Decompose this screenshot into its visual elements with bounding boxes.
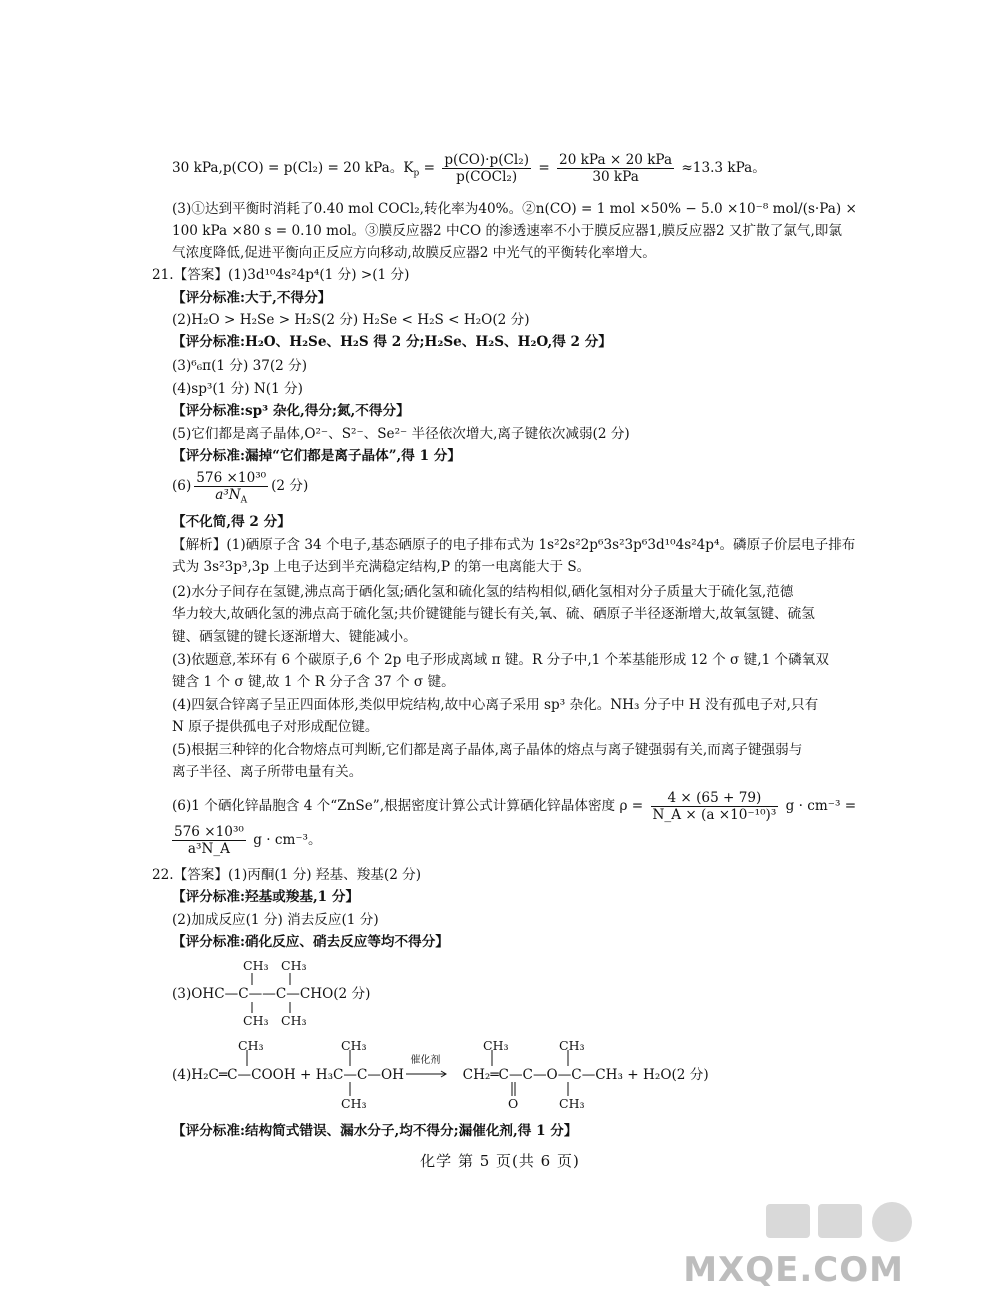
numerator: p(CO)·p(Cl₂) [444,152,529,168]
methyl-label: CH₃ [281,958,307,973]
carbonyl-oxygen: O [508,1096,519,1111]
text-line: (5)它们都是离子晶体,O²⁻、S²⁻、Se²⁻ 半径依次增大,离子键依次减弱(2 分) [172,426,630,442]
text-line: (2)加成反应(1 分) 消去反应(1 分) [172,912,379,928]
question-21-answer: 21.【答案】(1)3d¹⁰4s²4p⁴(1 分) >(1 分) [152,267,410,283]
numerator: 4 × (65 + 79) [651,790,779,807]
scoring-criteria: 【评分标准:漏掉“它们都是离子晶体”,得 1 分】 [172,448,461,464]
scoring-criteria: 【评分标准:H₂O、H₂Se、H₂S 得 2 分;H₂Se、H₂S、H₂O,得 2 分】 [172,334,612,350]
text-segment: (6) [172,478,192,494]
explanation-line: N 原子提供孤电子对形成配位键。 [172,719,379,735]
methyl-label: CH₃ [243,958,269,973]
methyl-label: CH₃ [559,1038,585,1053]
question-22-answer: 22.【答案】(1)丙酮(1 分) 羟基、羧基(2 分) [152,867,422,883]
methyl-label: CH₃ [341,1038,367,1053]
subscript: A [240,495,248,506]
denominator-text: a³N [215,487,241,503]
text-line: (3)⁶₆π(1 分) 37(2 分) [172,358,308,374]
text-line: (2)H₂O > H₂Se > H₂S(2 分) H₂Se < H₂S < H₂O(2 分) [172,312,530,328]
text-segment: (6)1 个硒化锌晶胞含 4 个“ZnSe”,根据密度计算公式计算硒化锌晶体密度 ρ = [172,798,644,814]
catalyst-label: 催化剂 [410,1055,441,1066]
numerator: 576 ×10³⁰ [174,824,244,840]
scoring-criteria: 【不化简,得 2 分】 [172,514,291,530]
methyl-label: CH₃ [243,1013,269,1028]
text-segment: g · cm⁻³ = [785,798,857,814]
denominator: a³N_A [187,841,230,857]
scoring-criteria: 【评分标准:大于,不得分】 [172,290,332,306]
explanation-line: (5)根据三种锌的化合物熔点可判断,它们都是离子晶体,离子晶体的熔点与离子键强弱有关,而离子键强弱与 [172,742,803,758]
text-segment: (2 分) [271,478,309,494]
numerator: 576 ×10³⁰ [196,470,267,486]
text-segment: ≈13.3 kPa。 [681,160,766,176]
reaction-arrow [408,1055,458,1084]
methyl-label: CH₃ [281,1013,307,1028]
explanation-line: 式为 3s²3p³,3p 上电子达到半充满稳定结构,P 的第一电离能大于 S。 [172,559,591,575]
text-line: 气浓度降低,促进平衡向正反应方向移动,故膜反应器2 中光气的平衡转化率增大。 [172,245,656,261]
page-footer: 化学 第 5 页(共 6 页) [420,1152,580,1170]
methyl-label: CH₃ [238,1038,264,1053]
subscript: p [413,168,420,179]
methyl-label: CH₃ [559,1096,585,1111]
text-segment: = [419,160,440,176]
explanation-line: 键、硒氢键的键长逐渐增大、键能减小。 [172,629,417,645]
denominator: N_A × (a ×10⁻¹⁰)³ [652,807,777,823]
watermark-text: MXQE.COM [683,1250,904,1290]
text-segment: 30 kPa,p(CO) = p(Cl₂) = 20 kPa。K [172,160,414,176]
products: CH₂═C—C—O—C—CH₃ + H₂O(2 分) [462,1067,709,1083]
explanation-line: (3)依题意,苯环有 6 个碳原子,6 个 2p 电子形成离域 π 键。R 分子中,1 个苯基能形成 12 个 σ 键,1 个磷氧双 [172,652,829,668]
explanation-line: 离子半径、离子所带电量有关。 [172,764,363,780]
structural-formula: (3)OHC—C——C—CHO(2 分) [172,986,371,1002]
denominator: p(COCl₂) [456,169,518,185]
numerator: 20 kPa × 20 kPa [559,152,673,168]
text-line: (4)sp³(1 分) N(1 分) [172,381,303,397]
explanation-line: 键含 1 个 σ 键,故 1 个 R 分子含 37 个 σ 键。 [172,674,455,690]
text-segment: g · cm⁻³。 [253,832,322,848]
reaction-equation [172,1055,709,1084]
text-line: (3)①达到平衡时消耗了0.40 mol COCl₂,转化率为40%。②n(CO) = 1 mol ×50% − 5.0 ×10⁻⁸ mol/(s·Pa) × [172,201,857,217]
methyl-label: CH₃ [483,1038,509,1053]
scoring-criteria: 【评分标准:羟基或羧基,1 分】 [172,889,360,905]
explanation-line: (4)四氨合锌离子呈正四面体形,类似甲烷结构,故中心离子采用 sp³ 杂化。NH₃ 分子中 H 没有孤电子对,只有 [172,697,819,713]
explanation-line: 华力较大,故硒化氢的沸点高于硫化氢;共价键键能与键长有关,氧、硫、硒原子半径逐渐增大,故氧氢键、硫氢 [172,606,815,622]
scoring-criteria: 【评分标准:sp³ 杂化,得分;氮,不得分】 [172,403,410,419]
explanation-line: (2)水分子间存在氢键,沸点高于硒化氢;硒化氢和硫化氢的结构相似,硒化氢相对分子质量大于硫化氢,范德 [172,584,794,600]
reactants: (4)H₂C═C—COOH + H₃C—C—OH [172,1067,405,1083]
scoring-criteria: 【评分标准:硝化反应、硝去反应等均不得分】 [172,934,449,950]
text-line: 100 kPa ×80 s = 0.10 mol。③膜反应器2 中CO 的渗透速率不小于膜反应器1,膜反应器2 又扩散了氯气,即氯 [172,223,842,239]
denominator: 30 kPa [592,169,639,185]
text-segment: = [538,160,555,176]
methyl-label: CH₃ [341,1096,367,1111]
scoring-criteria: 【评分标准:结构简式错误、漏水分子,均不得分;漏催化剂,得 1 分】 [172,1123,578,1139]
explanation-line: 【解析】(1)硒原子含 34 个电子,基态硒原子的电子排布式为 1s²2s²2p⁶3s²3p⁶3d¹⁰4s²4p⁴。磷原子价层电子排布 [172,537,856,553]
